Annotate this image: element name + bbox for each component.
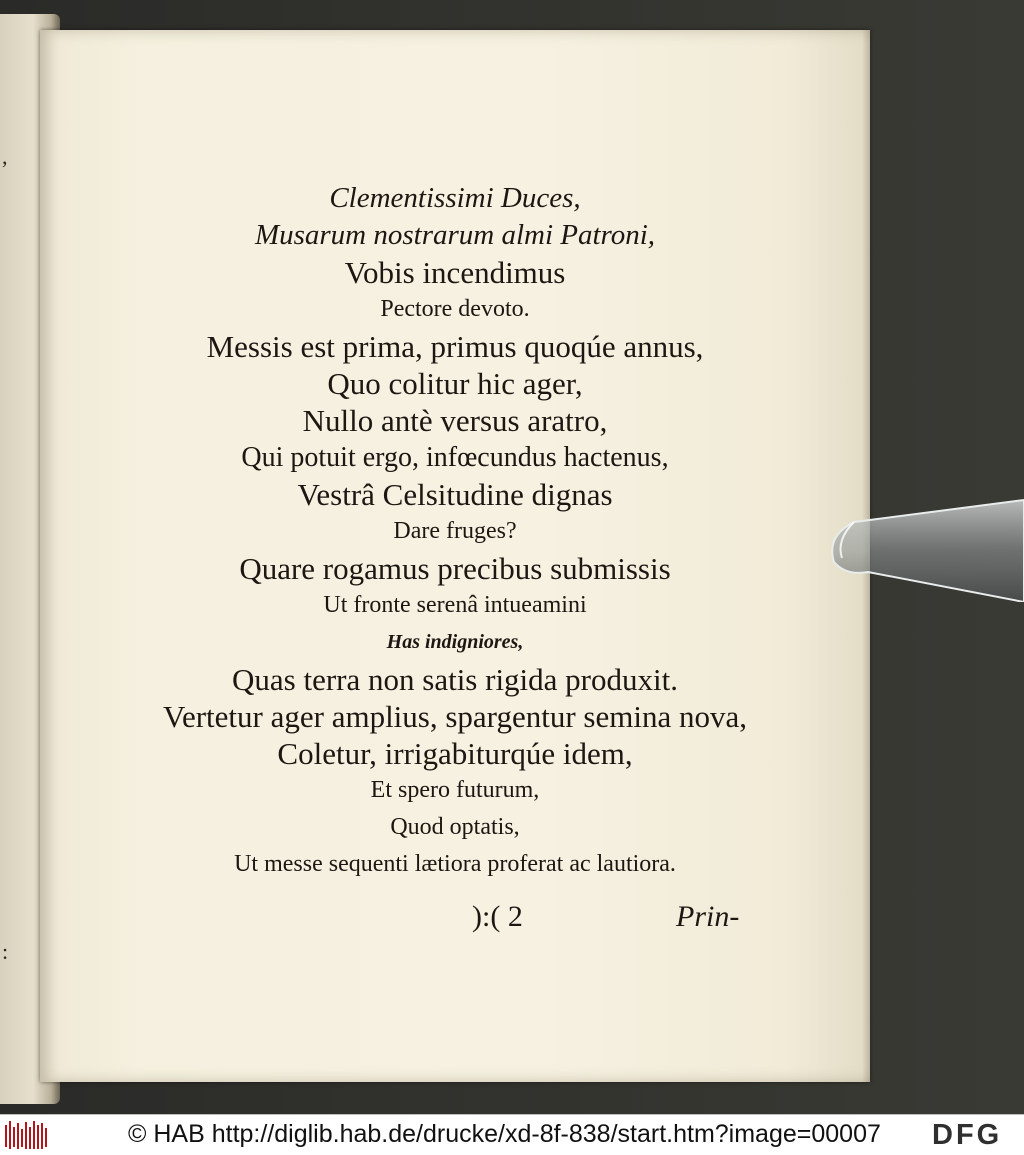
text-line: Vobis incendimus [344, 255, 566, 290]
text-line: Vestrâ Celsitudine dignas [297, 477, 613, 512]
source-url[interactable]: © HAB http://diglib.hab.de/drucke/xd-8f-838/start.htm?image=00007 [128, 1120, 881, 1148]
text-line: Musarum nostrarum almi Patroni, [254, 219, 656, 251]
text-line: Coletur, irrigabiturqúe idem, [277, 736, 633, 771]
page-clip-icon [824, 492, 1024, 602]
text-line: Quo colitur hic ager, [327, 366, 583, 401]
text-line: Qui potuit ergo, infœcundus hactenus, [241, 442, 669, 473]
previous-page-edge: , : [0, 14, 60, 1104]
dfg-logo: DFG [932, 1119, 1003, 1151]
text-line: Vertetur ager amplius, spargentur semina nova, [163, 699, 747, 734]
text-line: Ut fronte serenâ intueamini [323, 592, 587, 618]
text-line: Clementissimi Duces, [329, 182, 581, 214]
text-line: Quare rogamus precibus submissis [239, 551, 671, 586]
text-line: Pectore devoto. [380, 296, 530, 322]
hab-barcode-logo-icon [4, 1119, 48, 1151]
text-line: Et spero futurum, [370, 777, 540, 803]
text-line: Messis est prima, primus quoqúe annus, [206, 329, 704, 364]
text-line: Ut messe sequenti lætiora proferat ac lautiora. [234, 851, 676, 877]
text-line: Nullo antè versus aratro, [302, 403, 608, 438]
page-text [40, 180, 870, 883]
text-line: Has indigniores, [386, 631, 524, 653]
text-line: Quas terra non satis rigida produxit. [232, 662, 678, 697]
footer-bar [0, 1114, 1024, 1155]
signature-mark: ):( 2 [472, 900, 523, 933]
catchword: Prin- [676, 900, 740, 933]
text-line: Dare fruges? [393, 518, 517, 544]
book-page [40, 30, 870, 1082]
text-line: Quod optatis, [390, 814, 520, 840]
